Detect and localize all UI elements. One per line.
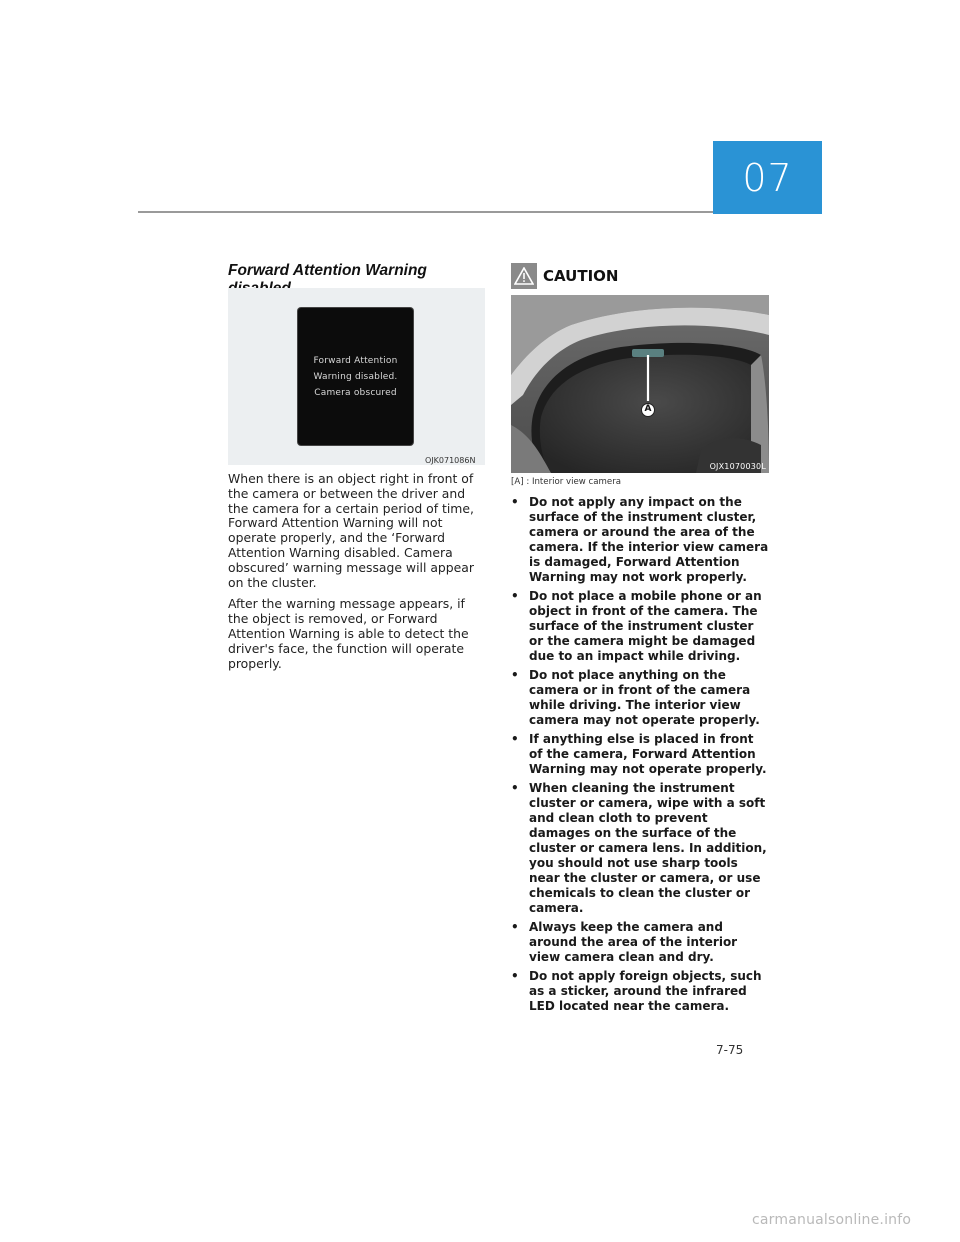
list-item <box>511 781 769 915</box>
list-item <box>511 668 769 728</box>
list-item <box>511 969 769 1014</box>
figure-code: OJK071086N <box>425 456 476 465</box>
cluster-display <box>298 308 413 445</box>
cluster-message-line: Forward Attention <box>313 355 398 366</box>
bullet-dot: • <box>511 781 519 796</box>
paragraph: After the warning message appears, if the object is removed, or Forward Attention Warning is able to detect the driver's face, the function will operate properly. <box>228 596 469 671</box>
figure-code: OJX1070030L <box>709 462 766 471</box>
page-number: 7-75 <box>716 1043 744 1057</box>
bullet-dot: • <box>511 919 519 934</box>
list-item <box>511 589 769 664</box>
figure-marker: A <box>644 404 652 414</box>
list-item-text: Do not place anything on the camera or in front of the camera while driving. The interior view camera may not operate properly. <box>529 667 760 727</box>
bullet-dot: • <box>511 667 519 682</box>
chapter-tab <box>713 141 822 214</box>
list-item-text: Always keep the camera and around the area of the interior view camera clean and dry. <box>529 919 738 964</box>
cluster-message-line: Warning disabled. <box>313 371 398 382</box>
bullet-dot: • <box>511 495 519 509</box>
paragraph: When there is an object right in front of the camera or between the driver and the camera for a certain period of time, Forward Attention Warning will not operate properly, and the ‘Forward Attention Warning disabled. Camera obscured’ warning message will appear on the cluster. <box>228 471 474 590</box>
bullet-dot: • <box>511 732 519 747</box>
watermark-link[interactable]: carmanualsonline.info <box>752 1212 912 1228</box>
cluster-warning-figure <box>228 288 485 465</box>
list-item-text: Do not apply any impact on the surface of the instrument cluster, camera or around the area of the camera. If the interior view camera is damaged, Forward Attention Warning may not work properly. <box>529 495 769 584</box>
cluster-message-line: Camera obscured <box>314 387 397 398</box>
list-item-text: When cleaning the instrument cluster or camera, wipe with a soft and clean cloth to prevent damages on the surface of the cluster or camera lens. In addition, you should not use sharp tools near the cluster or camera, or use chemicals to clean the cluster or camera. <box>529 781 767 915</box>
list-item-text: If anything else is placed in front of the camera, Forward Attention Warning may not operate properly. <box>529 732 767 776</box>
list-item-text: Do not place a mobile phone or an object in front of the camera. The surface of the instrument cluster or the camera might be damaged due to an impact while driving. <box>529 588 762 663</box>
caution-list <box>511 495 769 1018</box>
bullet-dot: • <box>511 969 519 984</box>
list-item <box>511 732 769 777</box>
list-item <box>511 495 769 584</box>
bullet-dot: • <box>511 588 519 603</box>
body-text <box>228 472 480 678</box>
instrument-cluster-photo <box>511 295 769 473</box>
header-rule <box>138 211 713 213</box>
list-item <box>511 920 769 965</box>
figure-caption: [A] : Interior view camera <box>511 477 621 487</box>
caution-heading <box>511 263 618 289</box>
caution-label: CAUTION <box>543 267 619 285</box>
list-item-text: Do not apply foreign objects, such as a sticker, around the infrared LED located near the camera. <box>529 969 762 1013</box>
section-title: Forward Attention Warning <box>228 262 427 279</box>
chapter-number: 07 <box>742 155 793 200</box>
warning-triangle-icon <box>511 263 537 289</box>
